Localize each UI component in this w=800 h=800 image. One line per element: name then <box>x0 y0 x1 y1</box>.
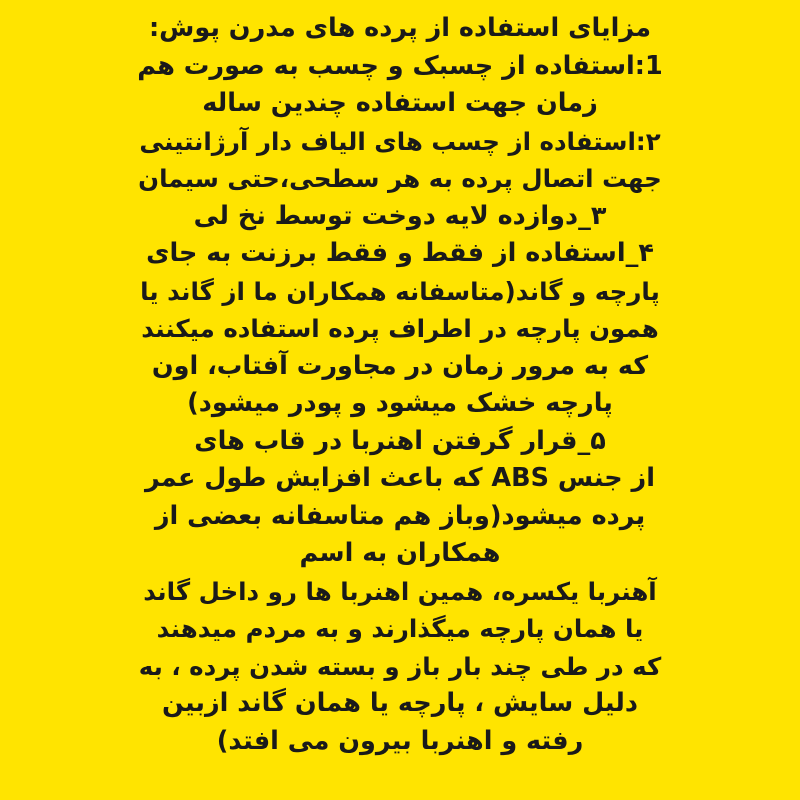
poster-line-title: مزایای استفاده از پرده های مدرن پوش: <box>148 13 651 43</box>
poster-line-9: که به مرور زمان در مجاورت آفتاب، اون <box>151 350 649 381</box>
poster-line-1: 1:استفاده از چسبک و چسب به صورت هم <box>137 50 663 81</box>
poster-line-19: رفته و اهنربا بیرون می افتد) <box>216 725 584 756</box>
poster-line-3: ٢:استفاده از چسب های الیاف دار آرژانتینی <box>139 126 661 156</box>
poster-line-13: پرده میشود(وباز هم متاسفانه بعضی از <box>154 500 646 531</box>
poster-line-12: از جنس ABS که باعث افزایش طول عمر <box>145 463 655 493</box>
poster-line-7: پارچه و گاند(متاسفانه همکاران ما از گاند یا <box>140 276 660 306</box>
poster-line-4: جهت اتصال پرده به هر سطحی،حتی سیمان <box>138 164 662 193</box>
poster-line-2: زمان جهت استفاده چندین ساله <box>202 88 598 118</box>
poster-line-15: آهنربا یکسره، همین اهنربا ها رو داخل گاند <box>143 576 657 606</box>
poster-line-14: همکاران به اسم <box>299 538 501 568</box>
poster-line-8: همون پارچه در اطراف پرده استفاده میکنند <box>141 314 659 343</box>
poster-line-16: یا همان پارچه میگذارند و به مردم میدهند <box>156 614 644 643</box>
poster-line-6: ۴_استفاده از فقط و فقط برزنت به جای <box>146 238 654 268</box>
poster-line-10: پارچه خشک میشود و پودر میشود) <box>187 388 613 418</box>
poster-line-17: که در طی چند بار باز و بسته شدن پرده ، به <box>138 651 662 681</box>
poster-line-5: ٣_دوازده لایه دوخت توسط نخ لی <box>193 200 607 231</box>
poster-line-11: ۵_قرار گرفتن اهنربا در قاب های <box>194 425 606 456</box>
poster-line-18: دلیل سایش ، پارچه یا همان گاند ازبین <box>162 688 638 718</box>
